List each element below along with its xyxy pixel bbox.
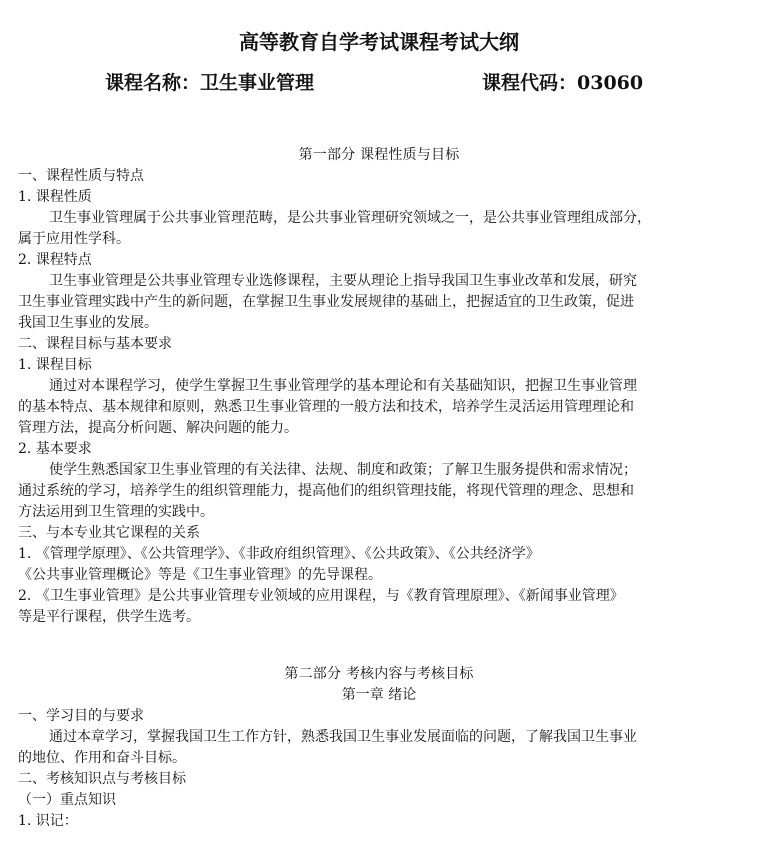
- part-two-line: 1. 识记：: [18, 813, 78, 829]
- part-two-line: 通过本章学习，掌握我国卫生工作方针，熟悉我国卫生事业发展面临的问题，了解我国卫生事业: [49, 729, 637, 745]
- part-one-body: [18, 166, 740, 628]
- part-one-line: 卫生事业管理是公共事业管理专业选修课程，主要从理论上指导我国卫生事业改革和发展，研究: [49, 273, 637, 289]
- part-one-line: 2. 课程特点: [18, 252, 92, 268]
- part-one-line: 二、课程目标与基本要求: [18, 336, 172, 352]
- part-two-body: [18, 706, 740, 832]
- part-one-heading: 第一部分 课程性质与目标: [298, 147, 460, 163]
- part-two-section: [18, 664, 740, 832]
- document-title: 高等教育自学考试课程考试大纲: [239, 30, 519, 54]
- part-one-line: 的基本特点、基本规律和原则，熟悉卫生事业管理的一般方法和技术，培养学生灵活运用管理理论和: [18, 399, 634, 415]
- part-one-line: 1. 《管理学原理》、《公共管理学》、《非政府组织管理》、《公共政策》、《公共经济学》: [18, 546, 540, 562]
- part-one-line: 2. 《卫生事业管理》是公共事业管理专业领域的应用课程，与《教育管理原理》、《新闻事业管理》: [18, 588, 624, 604]
- course-name: 课程名称：卫生事业管理: [105, 72, 315, 94]
- part-two-heading: 第二部分 考核内容与考核目标: [284, 666, 474, 682]
- part-one-line: 使学生熟悉国家卫生事业管理的有关法律、法规、制度和政策；了解卫生服务提供和需求情况；: [49, 462, 637, 478]
- part-one-line: 通过系统的学习，培养学生的组织管理能力，提高他们的组织管理技能，将现代管理的理念、思想和: [18, 483, 634, 499]
- part-one-line: 属于应用性学科。: [18, 231, 130, 247]
- part-one-line: 等是平行课程，供学生选考。: [18, 609, 200, 625]
- part-one-section: [18, 145, 740, 628]
- part-one-line: 通过对本课程学习，使学生掌握卫生事业管理学的基本理论和有关基础知识，把握卫生事业管理: [49, 378, 637, 394]
- part-one-line: 一、课程性质与特点: [18, 168, 144, 184]
- part-two-line: 的地位、作用和奋斗目标。: [18, 750, 186, 766]
- part-one-line: 我国卫生事业的发展。: [18, 315, 158, 331]
- chapter-heading: 第一章 绪论: [341, 687, 417, 703]
- part-one-line: 1. 课程性质: [18, 189, 92, 205]
- part-one-line: 卫生事业管理属于公共事业管理范畴，是公共事业管理研究领域之一，是公共事业管理组成部分，: [49, 210, 651, 226]
- course-code: 课程代码：03060: [482, 72, 644, 94]
- part-one-line: 1. 课程目标: [18, 357, 92, 373]
- part-one-line: 方法运用到卫生管理的实践中。: [18, 504, 214, 520]
- part-one-line: 三、与本专业其它课程的关系: [18, 525, 200, 541]
- part-one-line: 2. 基本要求: [18, 441, 92, 457]
- part-two-line: 二、考核知识点与考核目标: [18, 771, 186, 787]
- part-two-line: （一）重点知识: [18, 792, 116, 808]
- part-one-line: 卫生事业管理实践中产生的新问题，在掌握卫生事业发展规律的基础上，把握适宜的卫生政策，促进: [18, 294, 634, 310]
- part-two-line: 一、学习目的与要求: [18, 708, 144, 724]
- part-one-line: 《公共事业管理概论》等是《卫生事业管理》的先导课程。: [18, 567, 382, 583]
- part-one-line: 管理方法，提高分析问题、解决问题的能力。: [18, 420, 298, 436]
